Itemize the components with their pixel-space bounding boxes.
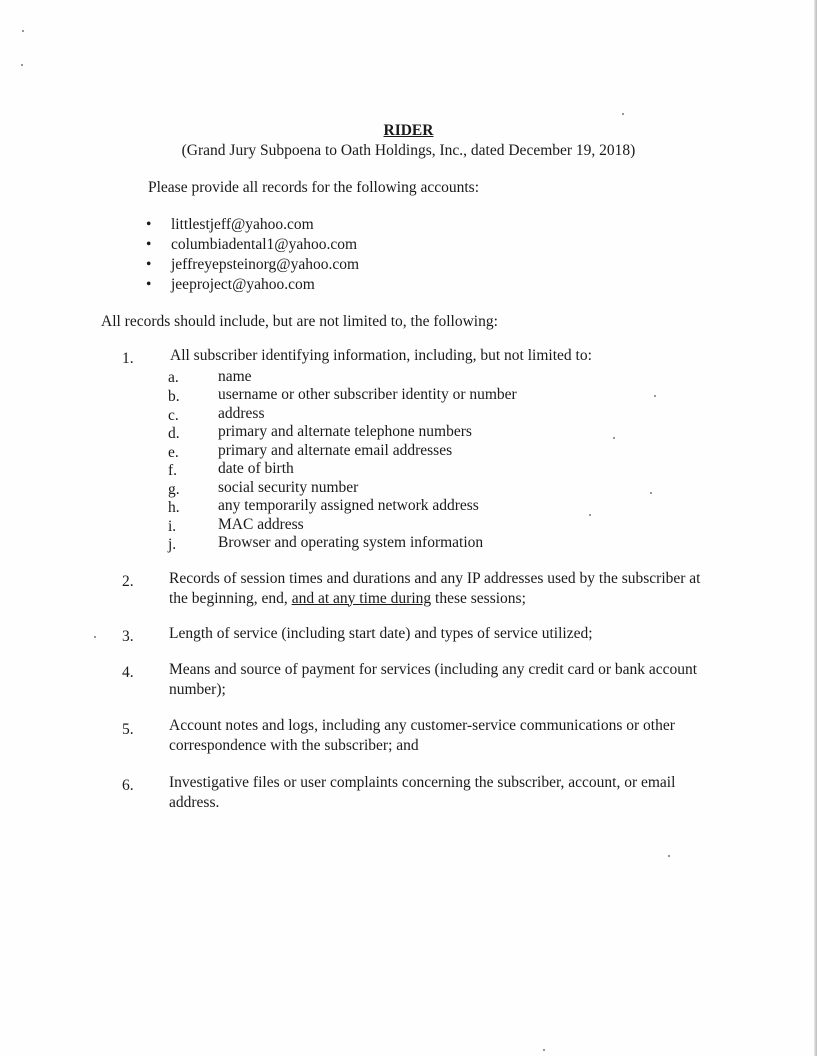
account-email: jeeproject@yahoo.com <box>171 276 315 293</box>
scan-speck <box>622 113 624 115</box>
item-number: 2. <box>122 573 134 590</box>
item-line: Means and source of payment for services (including any credit card or bank account <box>169 661 698 678</box>
item-text: All subscriber identifying information, including, but not limited to: <box>170 347 592 364</box>
item-line: Length of service (including start date) and types of service utilized; <box>169 625 593 642</box>
subitem-text: username or other subscriber identity or number <box>218 386 517 403</box>
item-text <box>169 624 593 644</box>
item-text <box>169 660 697 699</box>
scan-speck <box>668 855 670 857</box>
subitem-letter: j. <box>168 536 177 553</box>
intro-paragraph: Please provide all records for the following accounts: <box>148 179 479 196</box>
subitem-letter: d. <box>168 425 180 442</box>
subitem-text: social security number <box>218 479 359 496</box>
scan-speck <box>543 1049 545 1051</box>
item-text <box>169 569 700 608</box>
item-line-text: the beginning, end, <box>169 589 292 607</box>
item-number: 4. <box>122 664 134 681</box>
subitem-letter: g. <box>168 481 180 498</box>
list-item <box>146 215 359 235</box>
item-line: number); <box>169 680 226 698</box>
subitem-text: any temporarily assigned network address <box>218 497 479 514</box>
item-number: 6. <box>122 777 134 794</box>
scan-speck <box>589 514 591 516</box>
subitem-letter: c. <box>168 407 179 424</box>
subitem-text: name <box>218 368 252 385</box>
item-line <box>169 589 700 609</box>
scan-speck <box>22 30 24 32</box>
bullet-icon: • <box>146 276 152 293</box>
item-text <box>169 716 675 755</box>
list-item <box>146 275 359 295</box>
subitem-letter: a. <box>168 369 179 386</box>
scan-speck <box>654 395 656 397</box>
scan-speck <box>21 64 23 66</box>
subitem-letter: e. <box>168 444 179 461</box>
bullet-icon: • <box>146 236 152 253</box>
subitem-text: date of birth <box>218 460 294 477</box>
subitem-letter: b. <box>168 388 180 405</box>
subitem-text: primary and alternate email addresses <box>218 442 453 459</box>
item-number: 1. <box>122 350 134 367</box>
scan-speck <box>94 636 96 638</box>
list-item <box>146 235 359 255</box>
item-line: Investigative files or user complaints concerning the subscriber, account, or email <box>169 774 676 791</box>
item-line: Records of session times and durations and any IP addresses used by the subscriber at <box>169 570 701 587</box>
document-subtitle: (Grand Jury Subpoena to Oath Holdings, Inc., dated December 19, 2018) <box>181 142 636 159</box>
item-line-text: these sessions; <box>431 589 526 607</box>
scan-speck <box>613 437 615 439</box>
subitem-letter: i. <box>168 518 177 535</box>
subitem-letter: h. <box>168 499 180 516</box>
item-line: address. <box>169 793 220 811</box>
subitem-text: MAC address <box>218 516 304 533</box>
account-email: jeffreyepsteinorg@yahoo.com <box>171 256 360 273</box>
bullet-icon: • <box>146 216 152 233</box>
item-line: Account notes and logs, including any customer-service communications or other <box>169 717 675 734</box>
list-item <box>146 255 359 275</box>
bullet-icon: • <box>146 256 152 273</box>
subitem-text: Browser and operating system information <box>218 534 484 551</box>
account-email: littlestjeff@yahoo.com <box>171 216 314 233</box>
scan-speck <box>650 492 652 494</box>
item-number: 3. <box>122 628 134 645</box>
subitem-text: address <box>218 405 265 422</box>
item-line: correspondence with the subscriber; and <box>169 736 419 754</box>
underlined-phrase: and at any time during <box>291 589 432 607</box>
item-text <box>169 773 675 812</box>
subitem-letter: f. <box>168 462 178 479</box>
item-number: 5. <box>122 721 134 738</box>
subitem-text: primary and alternate telephone numbers <box>218 423 472 440</box>
account-email: columbiadental1@yahoo.com <box>171 236 358 253</box>
document-title: RIDER <box>383 122 434 139</box>
lead-paragraph: All records should include, but are not limited to, the following: <box>101 313 498 330</box>
account-list <box>146 215 359 295</box>
